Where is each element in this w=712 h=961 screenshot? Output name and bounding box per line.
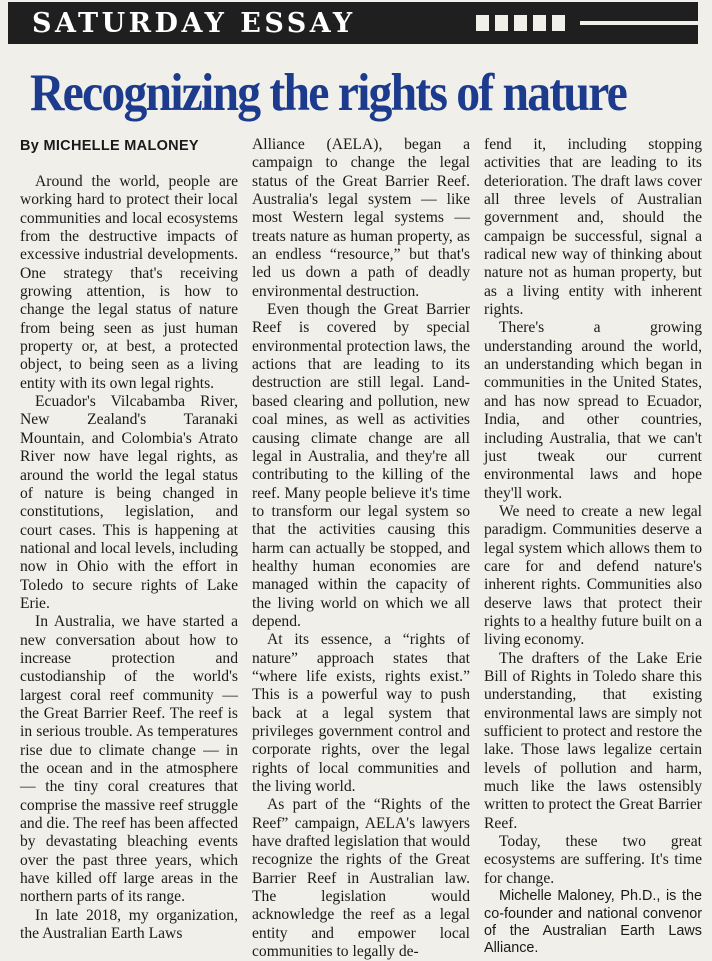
section-kicker-bar xyxy=(8,2,698,44)
paragraph-continued: fend it, including stopping activities that are leading to its deterioration. The draft laws cover all three levels of Australian government and, should the campaign be successful, signal a radical new way of thinking about nature not as human property, but as a living entity with inherent rights. xyxy=(484,136,702,319)
paragraph: There's a growing understanding around the world, an understanding which began in communities in the United States, and has now spread to Ecuador, India, and other countries, including Australia, that we can't just tweak our current environmental laws and hope they'll work. xyxy=(484,319,702,502)
paragraph: The drafters of the Lake Erie Bill of Rights in Toledo share this understanding, that existing environmental laws are simply not sufficient to protect and restore the lake. Those laws legalize certain levels of pollution and harm, much like the laws ostensibly written to protect the Great Barrier Reef. xyxy=(484,649,702,832)
author-bio: Michelle Maloney, Ph.D., is the co-founder and national convenor of the Australian Earth Laws Alliance. xyxy=(484,888,702,957)
article-column-2 xyxy=(252,136,470,961)
paragraph: In late 2018, my organization, the Australian Earth Laws xyxy=(20,906,238,943)
paragraph: Even though the Great Barrier Reef is covered by special environmental protection laws, the actions that are leading to its destruction are still legal. Land-based clearing and pollution, new coal mines, as well as activities causing climate change are all legal in Australia, and they're all contributing to the killing of the reef. Many people believe it's time to transform our legal system so that the activities causing this harm can actually be stopped, and healthy human economies are managed within the capacity of the living world on which we all depend. xyxy=(252,301,470,630)
paragraph: At its essence, a “rights of nature” approach states that “where life exists, rights exist.” This is a powerful way to push back at a legal system that privileges government control and corporate rights, over the legal rights of local communities and the living world. xyxy=(252,631,470,796)
paragraph: Ecuador's Vilcabamba River, New Zealand's Taranaki Mountain, and Colombia's Atrato River now have legal rights, as around the world the legal status of nature is being changed in constitutions, legislation, and court cases. This is happening at national and local levels, including now in Ohio with the effort in Toledo to secure rights of Lake Erie. xyxy=(20,393,238,612)
headline: Recognizing the rights of nature xyxy=(30,64,627,122)
paragraph-continued: Alliance (AELA), began a campaign to change the legal status of the Great Barrier Reef. Australia's legal system — like most Western legal systems — treats nature as human property, as an endless “resource,” but that's led us down a path of deadly environmental destruction. xyxy=(252,136,470,300)
article-column-3 xyxy=(484,136,702,958)
byline: By MICHELLE MALONEY xyxy=(20,138,199,154)
paragraph: As part of the “Rights of the Reef” campaign, AELA's lawyers have drafted legislation that would recognize the rights of the Great Barrier Reef in Australian law. The legislation would acknowledge the reef as a legal entity and empower local communities to legally de- xyxy=(252,796,470,961)
kicker-rule xyxy=(580,21,698,25)
kicker-ornament xyxy=(476,15,571,31)
section-kicker: SATURDAY ESSAY xyxy=(32,8,356,39)
paragraph: We need to create a new legal paradigm. Communities deserve a legal system which allows them to care for and defend nature's inherent rights. Communities also deserve laws that protect their rights to a healthy future built on a living economy. xyxy=(484,502,702,649)
paragraph: Today, these two great ecosystems are suffering. It's time for change. xyxy=(484,833,702,887)
paragraph: Around the world, people are working hard to protect their local communities and local ecosystems from the destructive impacts of excessive industrial developments. One strategy that's receiving growing attention, is how to change the legal status of nature from being seen as just human property or, at best, a protected object, to being seen as a living entity with its own legal rights. xyxy=(20,173,238,392)
article-column-1 xyxy=(20,173,238,943)
paragraph: In Australia, we have started a new conversation about how to increase protection and custodianship of the world's largest coral reef community — the Great Barrier Reef. The reef is in serious trouble. As temperatures rise due to climate change — in the ocean and in the atmosphere — the tiny coral creatures that comprise the massive reef struggle and die. The reef has been affected by devastating bleaching events over the past three years, which have killed off large areas in the northern parts of its range. xyxy=(20,613,238,906)
